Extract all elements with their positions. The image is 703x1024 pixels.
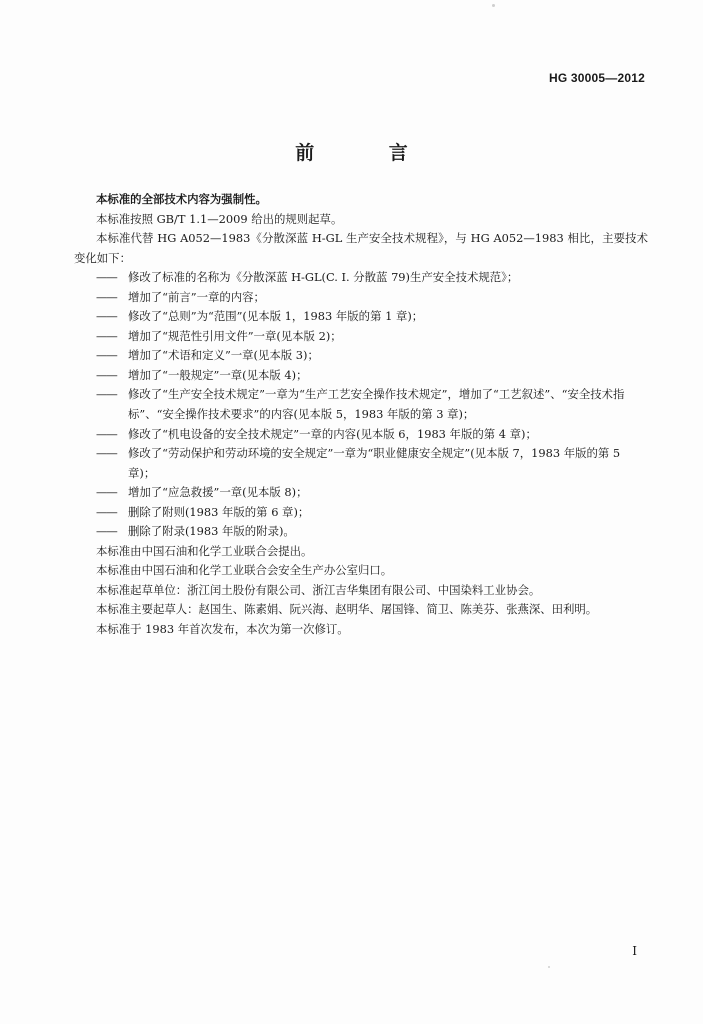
dash-marker: ——: [96, 348, 117, 363]
change-text: 修改了“劳动保护和劳动环境的安全规定”一章为“职业健康安全规定”(见本版 7，1983 年版的第 5 章)；: [128, 446, 621, 480]
page-number: I: [632, 944, 637, 958]
closing-paragraph: 本标准由中国石油和化学工业联合会安全生产办公室归口。: [96, 563, 393, 578]
change-item: [74, 503, 648, 523]
dash-marker: ——: [96, 446, 117, 461]
scan-speck: [548, 966, 550, 968]
change-item: [74, 425, 648, 445]
closing-paragraph: 本标准主要起草人：赵国生、陈素娟、阮兴海、赵明华、屠国锋、简卫、陈美芬、张燕深、田利明。: [96, 602, 598, 617]
dash-marker: ——: [96, 309, 117, 324]
change-text: 修改了“总则”为“范围”(见本版 1，1983 年版的第 1 章)；: [128, 309, 424, 324]
change-text: 增加了“术语和定义”一章(见本版 3)；: [128, 348, 319, 363]
dash-marker: ——: [96, 485, 117, 500]
change-item: [74, 346, 648, 366]
dash-marker: ——: [96, 426, 117, 441]
closing-paragraph: 本标准由中国石油和化学工业联合会提出。: [96, 543, 313, 558]
change-item: [74, 366, 648, 386]
change-item: [74, 483, 648, 503]
standard-code: HG 30005—2012: [549, 71, 645, 85]
intro-paragraph: 本标准的全部技术内容为强制性。: [96, 192, 267, 206]
dash-marker: ——: [96, 328, 117, 343]
change-text: 增加了“一般规定”一章(见本版 4)；: [128, 367, 308, 382]
change-text: 增加了“应急救援”一章(见本版 8)；: [128, 485, 308, 500]
intro-paragraph: 本标准代替 HG A052—1983《分散深蓝 H-GL 生产安全技术规程》，与 HG A052—1983 相比，主要技术变化如下：: [74, 231, 648, 265]
change-text: 删除了附则(1983 年版的第 6 章)；: [128, 504, 310, 519]
change-item: [74, 444, 648, 483]
change-item: [74, 307, 648, 327]
closing-paragraph: 本标准于 1983 年首次发布，本次为第一次修订。: [96, 622, 349, 637]
change-text: 修改了“生产安全技术规定”一章为“生产工艺安全操作技术规定”，增加了“工艺叙述”、“安全技术指标”、“安全操作技术要求”的内容(见本版 5，1983 年版的第 3 章)；: [128, 387, 625, 422]
change-item: [74, 327, 648, 347]
dash-marker: ——: [96, 504, 117, 519]
change-text: 修改了标准的名称为《分散深蓝 H-GL(C. I. 分散蓝 79)生产安全技术规范》；: [128, 270, 519, 285]
page-title: 前 言: [295, 142, 442, 164]
dash-marker: ——: [96, 387, 117, 402]
change-item: [74, 268, 648, 288]
change-item: [74, 288, 648, 308]
dash-marker: ——: [96, 524, 117, 539]
scan-speck: [492, 4, 495, 7]
change-text: 增加了“前言”一章的内容；: [128, 289, 265, 304]
dash-marker: ——: [96, 289, 117, 304]
dash-marker: ——: [96, 270, 117, 285]
dash-marker: ——: [96, 367, 117, 382]
change-item: [74, 522, 648, 542]
intro-paragraph: 本标准按照 GB/T 1.1—2009 给出的规则起草。: [96, 211, 343, 226]
closing-paragraph: 本标准起草单位：浙江闰土股份有限公司、浙江吉华集团有限公司、中国染料工业协会。: [96, 582, 541, 597]
change-item: [74, 385, 648, 424]
foreword-body: [74, 190, 648, 640]
change-text: 修改了“机电设备的安全技术规定”一章的内容(见本版 6，1983 年版的第 4 章)；: [128, 426, 537, 441]
change-text: 增加了“规范性引用文件”一章(见本版 2)；: [128, 328, 342, 343]
change-text: 删除了附录(1983 年版的附录)。: [128, 524, 295, 539]
